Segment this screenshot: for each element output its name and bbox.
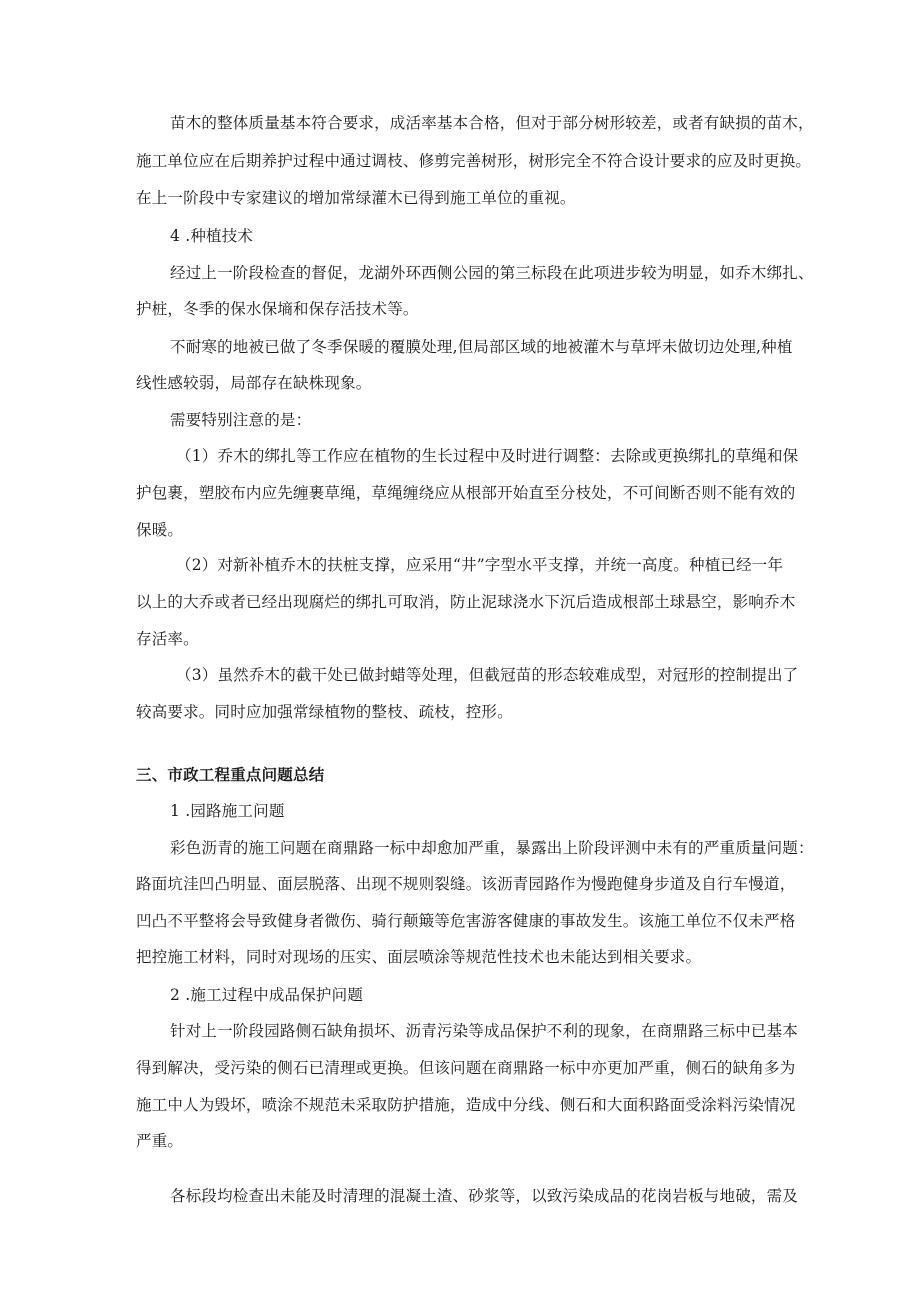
list-item-1-line-3: 保暖。 — [136, 521, 184, 539]
para-seedling-quality-line-1: 苗木的整体质量基本符合要求，成活率基本合格，但对于部分树形较差，或者有缺损的苗木， — [170, 114, 814, 132]
list-item-2-line-1: （2）对新补植乔木的扶桩支撑，应采用“井”字型水平支撑，并统一高度。种植已经一年 — [176, 556, 784, 574]
para-ground-cover-line-1: 不耐寒的地被已做了冬季保暖的覆膜处理,但局部区域的地被灌木与草坪未做切边处理,种植 — [170, 338, 793, 356]
para-supervision-line-1: 经过上一阶段检查的督促，龙湖外环西侧公园的第三标段在此项进步较为明显，如乔木绑扎、 — [170, 264, 814, 282]
para-debris-line-1: 各标段均检查出未能及时清理的混凝土渣、砂浆等，以致污染成品的花岗岩板与地破，需及 — [170, 1187, 799, 1205]
list-item-3-line-2: 较高要求。同时应加强常绿植物的整枝、疏枝，控形。 — [136, 703, 513, 721]
para-asphalt-line-3: 凹凸不平整将会导致健身者微伤、骑行颠簸等危害游客健康的事故发生。该施工单位不仅未严格 — [136, 912, 796, 930]
list-item-1-line-1: （1）乔木的绑扎等工作应在植物的生长过程中及时进行调整：去除或更换绑扎的草绳和保 — [176, 447, 799, 465]
para-attention-note: 需要特别注意的是： — [170, 411, 312, 429]
para-seedling-quality-line-2: 施工单位应在后期养护过程中通过调枝、修剪完善树形，树形完全不符合设计要求的应及时更换。 — [136, 152, 812, 170]
para-asphalt-line-2: 路面坑洼凹凸明显、面层脱落、出现不规则裂缝。该沥青园路作为慢跑健身步道及自行车慢道， — [136, 875, 796, 893]
heading-planting-technique: 4 .种植技术 — [170, 227, 254, 245]
para-asphalt-line-1: 彩色沥青的施工问题在商鼎路一标中却愈加严重，暴露出上阶段评测中未有的严重质量问题： — [170, 839, 814, 857]
heading-path-construction: 1 .园路施工问题 — [170, 802, 285, 820]
para-curbstone-line-3: 施工中人为毁坏，喷涂不规范未采取防护措施，造成中分线、侧石和大面积路面受涂料污染情况 — [136, 1096, 796, 1114]
para-supervision-line-2: 护桩，冬季的保水保墒和保存活技术等。 — [136, 300, 419, 318]
list-item-2-line-2: 以上的大乔或者已经出现腐烂的绑扎可取消，防止泥球浇水下沉后造成根部土球悬空，影响乔木 — [136, 593, 796, 611]
heading-product-protection: 2 .施工过程中成品保护问题 — [170, 986, 364, 1004]
para-curbstone-line-4: 严重。 — [136, 1132, 184, 1150]
list-item-2-line-3: 存活率。 — [136, 630, 199, 648]
para-seedling-quality-line-3: 在上一阶段中专家建议的增加常绿灌木已得到施工单位的重视。 — [136, 189, 576, 207]
list-item-3-line-1: （3）虽然乔木的截干处已做封蜡等处理，但截冠苗的形态较难成型，对冠形的控制提出了 — [176, 666, 799, 684]
para-asphalt-line-4: 把控施工材料，同时对现场的压实、面层喷涂等规范性技术也未能达到相关要求。 — [136, 948, 702, 966]
para-curbstone-line-1: 针对上一阶段园路侧石缺角损坏、沥青污染等成品保护不利的现象，在商鼎路三标中已基本 — [170, 1022, 799, 1040]
para-curbstone-line-2: 得到解决，受污染的侧石已清理或更换。但该问题在商鼎路一标中亦更加严重，侧石的缺角多为 — [136, 1059, 796, 1077]
para-ground-cover-line-2: 线性感较弱，局部存在缺株现象。 — [136, 374, 372, 392]
section-heading-municipal: 三、市政工程重点问题总结 — [136, 766, 325, 784]
list-item-1-line-2: 护包裹，塑胶布内应先缠裹草绳，草绳缠绕应从根部开始直至分枝处，不可间断否则不能有效的 — [136, 484, 796, 502]
